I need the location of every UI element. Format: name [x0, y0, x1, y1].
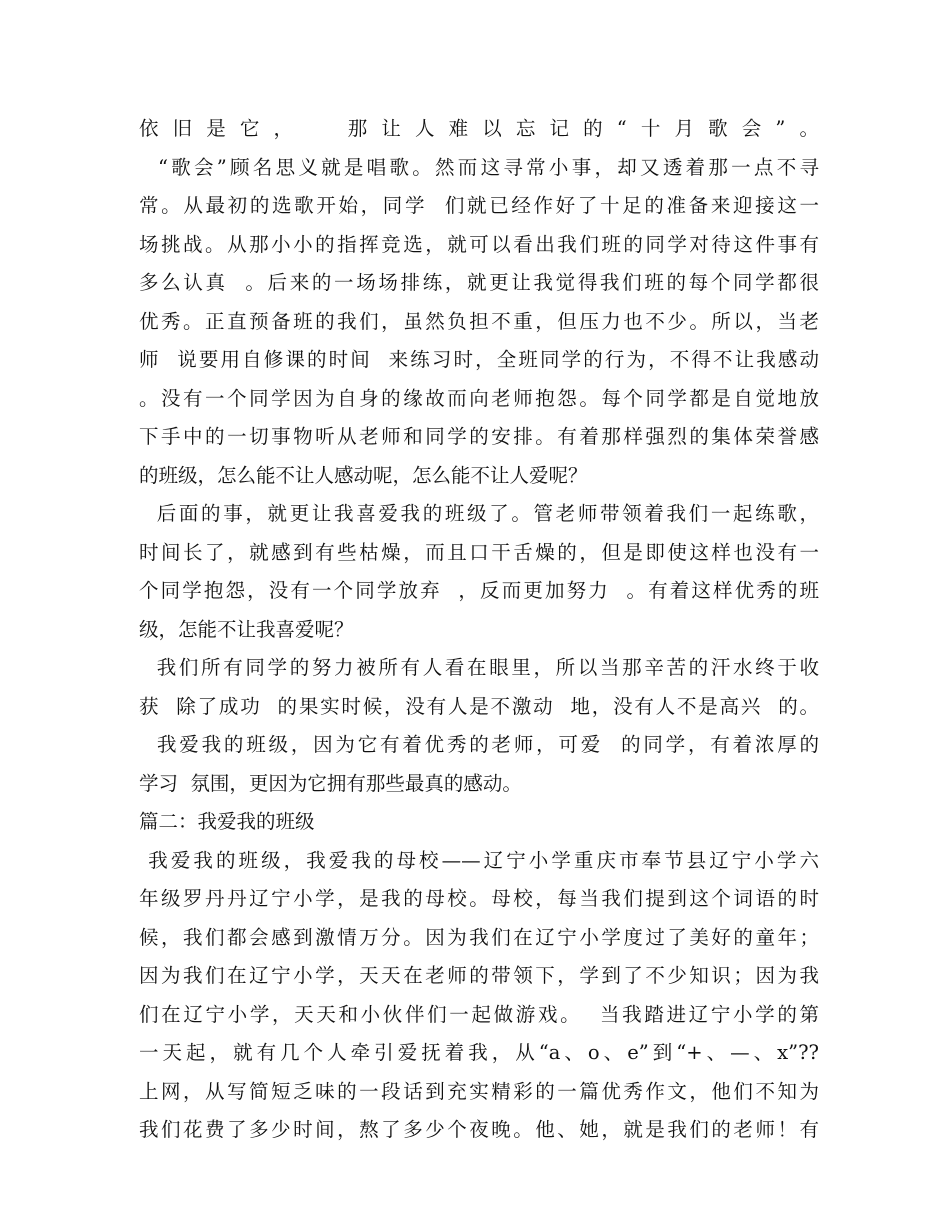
- text-line: 多么认真 。后来的一场场排练，就更让我觉得我们班的每个同学都很: [139, 271, 819, 294]
- text-line: 学习 氛围，更因为它拥有那些最真的感动。: [139, 771, 522, 795]
- text-line: 师 说要用自修课的时间 来练习时，全班同学的行为，不得不让我感动: [139, 348, 819, 371]
- text-line: 年级罗丹丹辽宁小学，是我的母校。母校，每当我们提到这个词语的时: [139, 887, 819, 910]
- text-line: 依旧是它， 那让人难以忘记的“十月歌会”。: [139, 117, 819, 140]
- text-line: 我爱我的班级，因为它有着优秀的老师，可爱 的同学，有着浓厚的: [139, 733, 819, 756]
- body-text: [139, 110, 819, 1150]
- text-line: 下手中的一切事物听从老师和同学的安排。有着那样强烈的集体荣誉感: [139, 425, 819, 448]
- text-line: 后面的事，就更让我喜爱我的班级了。管老师带领着我们一起练歌，: [139, 502, 819, 525]
- text-line: 级，怎能不让我喜爱呢？: [139, 617, 354, 641]
- text-line: 候，我们都会感到激情万分。因为我们在辽宁小学度过了美好的童年；: [139, 925, 819, 949]
- text-line: 时间长了，就感到有些枯燥，而且口干舌燥的，但是即使这样也没有一: [139, 540, 819, 564]
- text-line: 我爱我的班级，我爱我的母校——辽宁小学重庆市奉节县辽宁小学六: [139, 848, 819, 872]
- text-line: 一天起，就有几个人牵引爱抚着我，从“a、o、e”到“+、—、x”??: [139, 1041, 819, 1064]
- text-line: 因为我们在辽宁小学，天天在老师的带领下，学到了不少知识；因为我: [139, 964, 819, 987]
- text-line: 优秀。正直预备班的我们，虽然负担不重，但压力也不少。所以，当老: [139, 309, 819, 333]
- text-line: “歌会”顾名思义就是唱歌。然而这寻常小事，却又透着那一点不寻: [139, 155, 819, 179]
- text-line: 常。从最初的选歌开始，同学 们就已经作好了十足的准备来迎接这一: [139, 194, 819, 217]
- text-line: 们在辽宁小学，天天和小伙伴们一起做游戏。 当我踏进辽宁小学的第: [139, 1002, 819, 1026]
- text-line: 上网，从写简短乏味的一段话到充实精彩的一篇优秀作文，他们不知为: [139, 1079, 819, 1103]
- text-line: 个同学抱怨，没有一个同学放弃 ，反而更加努力 。有着这样优秀的班: [139, 579, 819, 602]
- text-line: 。没有一个同学因为自身的缘故而向老师抱怨。每个同学都是自觉地放: [139, 386, 819, 410]
- text-line: 获 除了成功 的果实时候，没有人是不激动 地，没有人不是高兴 的。: [139, 694, 819, 718]
- text-line: 我们花费了多少时间，熬了多少个夜晚。他、她，就是我们的老师！有: [139, 1118, 819, 1141]
- text-line: 场挑战。从那小小的指挥竞选，就可以看出我们班的同学对待这件事有: [139, 232, 819, 256]
- section-heading: 篇二：我爱我的班级: [139, 810, 315, 833]
- text-line: 的班级，怎么能不让人感动呢，怎么能不让人爱呢？: [139, 463, 588, 487]
- text-line: 我们所有同学的努力被所有人看在眼里，所以当那辛苦的汗水终于收: [139, 656, 819, 679]
